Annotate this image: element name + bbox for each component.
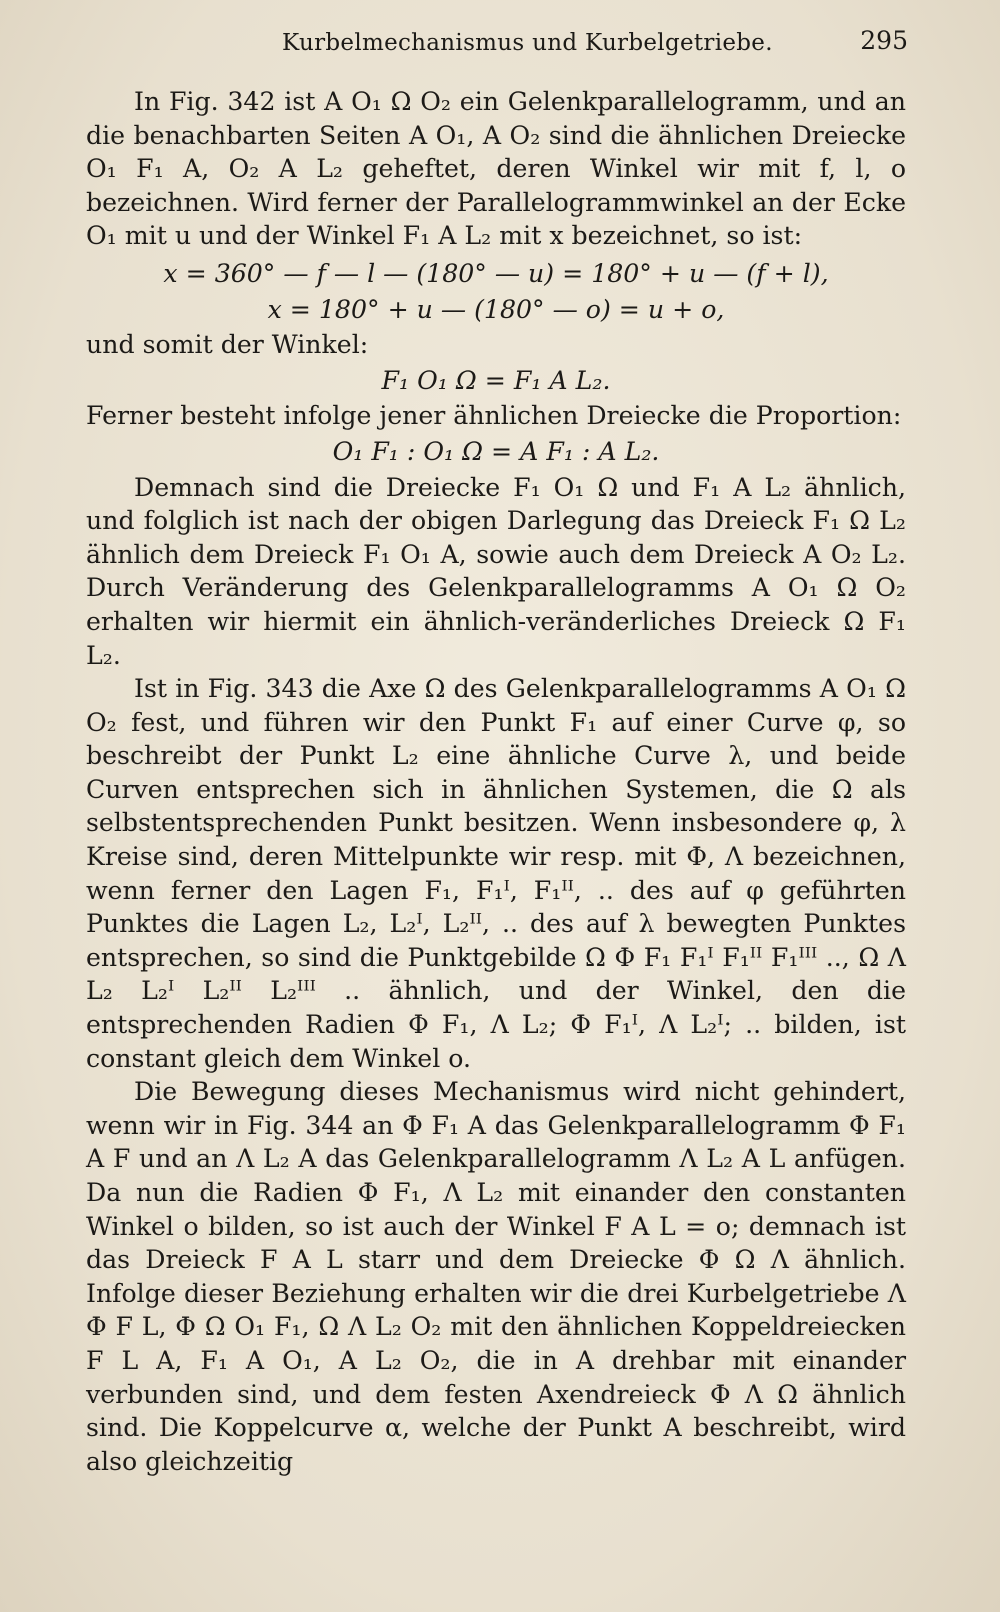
body-text (86, 85, 906, 1478)
line-und-somit: und somit der Winkel: (86, 330, 369, 360)
paragraph-1: In Fig. 342 ist A O₁ Ω O₂ ein Gelenkparallelogramm, und an die benachbarten Seiten A O₁, A O₂ sind die ähnlichen Dreiecke O₁ F₁ A, O₂ A L₂ geheftet, deren Winkel wir mit f, l, o bezeichnen. Wird ferner der Parallelogrammwinkel an der Ecke O₁ mit u und der Winkel F₁ A L₂ mit x bezeichnet, so ist: (86, 87, 906, 251)
running-title: Kurbelmechanismus und Kurbelgetriebe. (282, 30, 773, 56)
paragraph-3: Ist in Fig. 343 die Axe Ω des Gelenkparallelogramms A O₁ Ω O₂ fest, und führen wir den Punkt F₁ auf einer Curve φ, so beschreibt der Punkt L₂ eine ähnliche Curve λ, und beide Curven entsprechen sich in ähnlichen Systemen, die Ω als selbstentsprechenden Punkt besitzen. Wenn insbesondere φ, λ Kreise sind, deren Mittelpunkte wir resp. mit Φ, Λ bezeichnen, wenn ferner den Lagen F₁, F₁ᴵ, F₁ᴵᴵ, .. des auf φ geführten Punktes die Lagen L₂, L₂ᴵ, L₂ᴵᴵ, .. des auf λ bewegten Punktes entsprechen, so sind die Punktgebilde Ω Φ F₁ F₁ᴵ F₁ᴵᴵ F₁ᴵᴵᴵ .., Ω Λ L₂ L₂ᴵ L₂ᴵᴵ L₂ᴵᴵᴵ .. ähnlich, und der Winkel, den die entsprechenden Radien Φ F₁, Λ L₂; Φ F₁ᴵ, Λ L₂ᴵ; .. bilden, ist constant gleich dem Winkel o. (86, 674, 906, 1073)
page-number: 295 (860, 26, 908, 55)
paragraph-4: Die Bewegung dieses Mechanismus wird nicht gehindert, wenn wir in Fig. 344 an Φ F₁ A das Gelenkparallelogramm Φ F₁ A F und an Λ L₂ A das Gelenkparallelogramm Λ L₂ A L anfügen. Da nun die Radien Φ F₁, Λ L₂ mit einander den constanten Winkel o bilden, so ist auch der Winkel F A L = o; demnach ist das Dreieck F A L starr und dem Dreiecke Φ Ω Λ ähnlich. Infolge dieser Beziehung erhalten wir die drei Kurbelgetriebe Λ Φ F L, Φ Ω O₁ F₁, Ω Λ L₂ O₂ mit den ähnlichen Koppeldreiecken F L A, F₁ A O₁, A L₂ O₂, die in A drehbar mit einander verbunden sind, und dem festen Axendreieck Φ Λ Ω ähnlich sind. Die Koppelcurve α, welche der Punkt A beschreibt, wird also gleichzeitig (86, 1077, 906, 1476)
page-header (82, 22, 908, 62)
formula-proportion: O₁ F₁ : O₁ Ω = A F₁ : A L₂. (332, 436, 660, 466)
formula-x-first: x = 360° — f — l — (180° — u) = 180° + u — (f + l), (163, 258, 829, 288)
paragraph-2: Demnach sind die Dreiecke F₁ O₁ Ω und F₁ A L₂ ähnlich, und folglich ist nach der obigen Darlegung das Dreieck F₁ Ω L₂ ähnlich dem Dreieck F₁ O₁ A, sowie auch dem Dreieck A O₂ L₂. Durch Veränderung des Gelenkparallelogramms A O₁ Ω O₂ erhalten wir hiermit ein ähnlich-veränderliches Dreieck Ω F₁ L₂. (86, 472, 906, 670)
line-ferner: Ferner besteht infolge jener ähnlichen Dreiecke die Proportion: (86, 401, 902, 431)
formula-x-second: x = 180° + u — (180° — o) = u + o, (267, 294, 725, 324)
formula-angle: F₁ O₁ Ω = F₁ A L₂. (381, 365, 611, 395)
